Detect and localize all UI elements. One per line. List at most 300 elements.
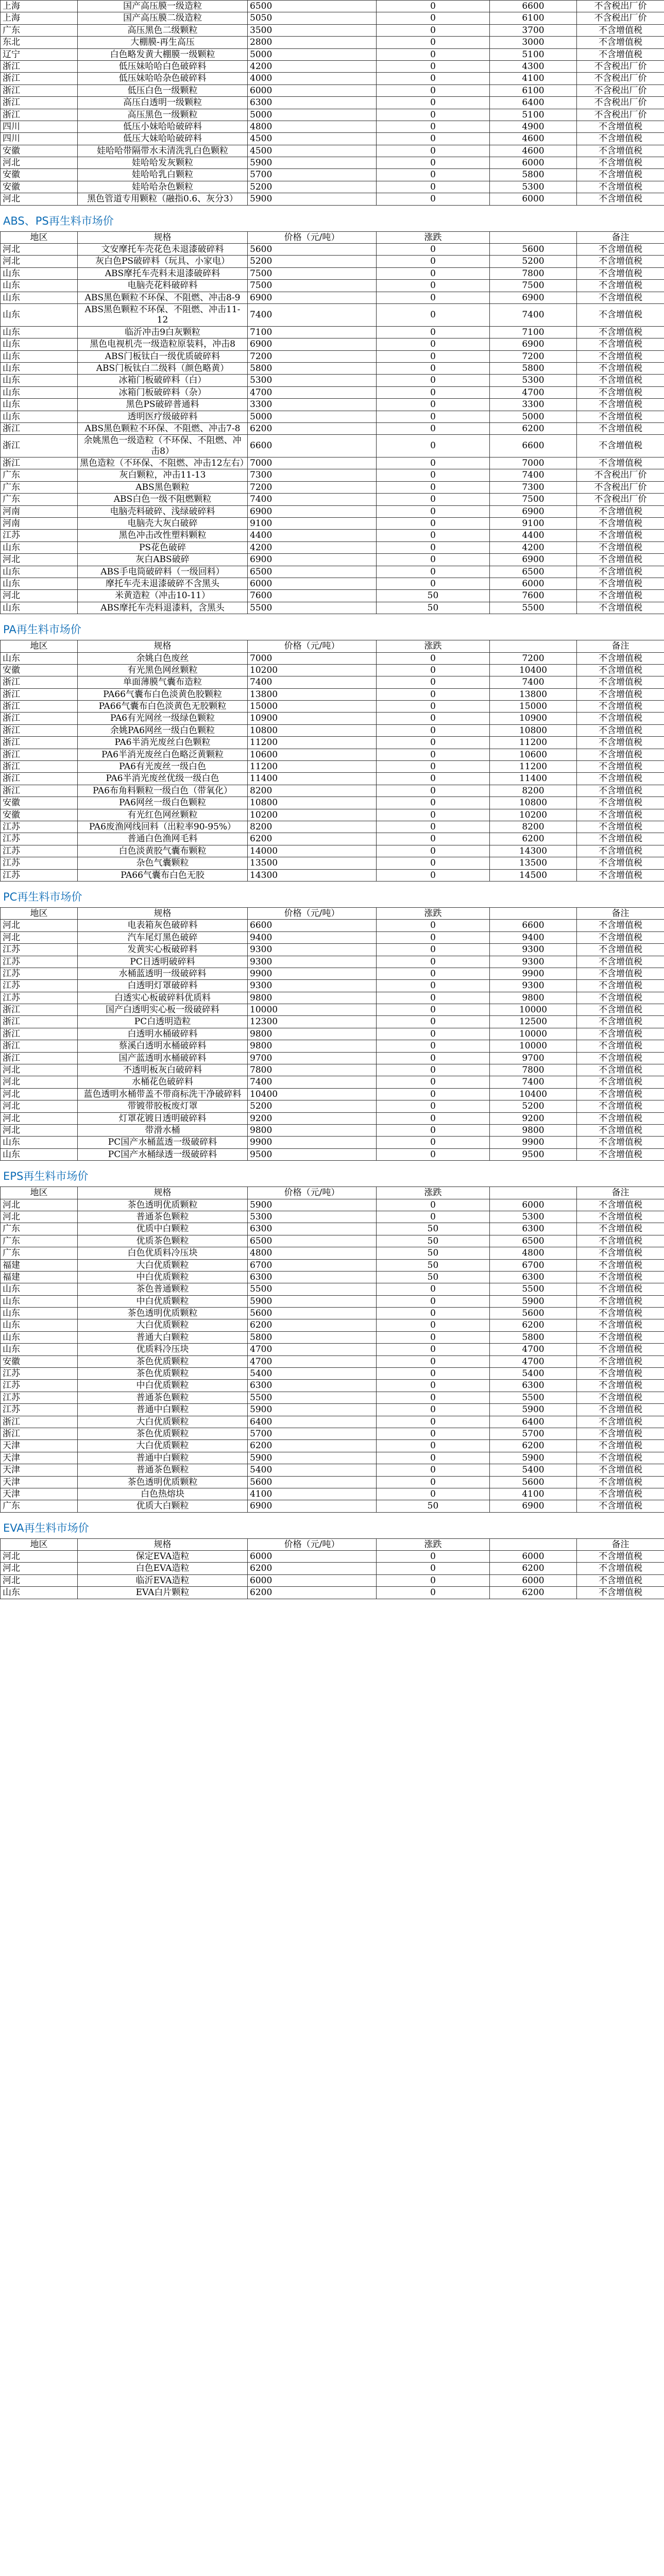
spec-cell: 带滑水桶: [78, 1124, 248, 1136]
note-cell: 不含增值税: [577, 869, 664, 881]
note-cell: 不含增值税: [577, 1040, 664, 1052]
note-cell: 不含税出厂价: [577, 60, 664, 72]
price-cell: 5200: [248, 1100, 377, 1112]
prev-price-cell: 9100: [490, 518, 577, 530]
region-cell: 浙江: [1, 60, 78, 72]
change-cell: 0: [377, 809, 490, 821]
region-cell: 山东: [1, 350, 78, 362]
prev-price-cell: 5800: [490, 1331, 577, 1343]
table-row: [1, 1235, 664, 1247]
table-header-row: [1, 1187, 664, 1199]
spec-cell: 白透明灯罩破碎料: [78, 980, 248, 992]
region-cell: 江苏: [1, 992, 78, 1004]
spec-cell: 不透明板灰白破碎料: [78, 1064, 248, 1076]
prev-price-cell: 9300: [490, 944, 577, 956]
note-cell: 不含增值税: [577, 1344, 664, 1355]
spec-cell: 茶色优质颗粒: [78, 1368, 248, 1380]
price-cell: 6700: [248, 1259, 377, 1271]
spec-cell: 白色略发黄大棚膜一级颗粒: [78, 48, 248, 60]
prev-price-cell: 5100: [490, 48, 577, 60]
prev-price-cell: 8200: [490, 785, 577, 796]
region-cell: 广东: [1, 1223, 78, 1235]
table-row: [1, 761, 664, 773]
note-cell: 不含增值税: [577, 1587, 664, 1599]
note-cell: 不含增值税: [577, 1259, 664, 1271]
note-cell: 不含增值税: [577, 1452, 664, 1464]
change-cell: 0: [377, 375, 490, 386]
prev-price-cell: 6600: [490, 435, 577, 457]
region-cell: 山东: [1, 1587, 78, 1599]
prev-price-cell: 10800: [490, 797, 577, 809]
table-row: [1, 1052, 664, 1064]
spec-cell: 大棚膜-再生高压: [78, 37, 248, 48]
change-cell: 0: [377, 968, 490, 979]
change-cell: 50: [377, 1223, 490, 1235]
region-cell: 河北: [1, 931, 78, 943]
spec-cell: PC白透明造粒: [78, 1016, 248, 1028]
change-cell: 0: [377, 1211, 490, 1223]
price-cell: 15000: [248, 701, 377, 713]
prev-price-cell: 5400: [490, 1464, 577, 1476]
table-row: [1, 1563, 664, 1574]
price-cell: 9100: [248, 518, 377, 530]
prev-price-cell: 5600: [490, 1476, 577, 1488]
table-row: [1, 1488, 664, 1500]
change-cell: 0: [377, 386, 490, 398]
price-cell: 5200: [248, 256, 377, 267]
change-cell: 0: [377, 399, 490, 411]
column-header: [490, 1538, 577, 1550]
table-header-row: [1, 231, 664, 243]
region-cell: 江苏: [1, 530, 78, 541]
spec-cell: ABS黑色颗粒: [78, 481, 248, 493]
region-cell: 江苏: [1, 821, 78, 833]
price-cell: 5400: [248, 1368, 377, 1380]
region-cell: 山东: [1, 1319, 78, 1331]
spec-cell: 普通白色渔网毛料: [78, 833, 248, 845]
spec-cell: 米黄造粒（冲击10-11）: [78, 590, 248, 602]
region-cell: 广东: [1, 481, 78, 493]
region-cell: 浙江: [1, 97, 78, 109]
column-header: 备注: [577, 640, 664, 652]
prev-price-cell: 8200: [490, 821, 577, 833]
prev-price-cell: 10400: [490, 664, 577, 676]
change-cell: 0: [377, 73, 490, 84]
table-row: [1, 133, 664, 145]
region-cell: 河北: [1, 1563, 78, 1574]
column-header: 价格（元/吨）: [248, 907, 377, 919]
table-row: [1, 411, 664, 422]
prev-price-cell: 4300: [490, 60, 577, 72]
table-row: [1, 267, 664, 279]
prev-price-cell: 5900: [490, 1295, 577, 1307]
table-row: [1, 541, 664, 553]
column-header: 地区: [1, 1538, 78, 1550]
price-cell: 4100: [248, 1488, 377, 1500]
note-cell: 不含增值税: [577, 1476, 664, 1488]
region-cell: 河北: [1, 1124, 78, 1136]
spec-cell: PA66气囊布白色无胶: [78, 869, 248, 881]
region-cell: 山东: [1, 1148, 78, 1160]
region-cell: 浙江: [1, 457, 78, 469]
region-cell: 山东: [1, 386, 78, 398]
region-cell: 河北: [1, 1574, 78, 1586]
region-cell: 山东: [1, 267, 78, 279]
region-cell: 浙江: [1, 109, 78, 121]
prev-price-cell: 7100: [490, 326, 577, 338]
change-cell: 0: [377, 1319, 490, 1331]
prev-price-cell: 6000: [490, 578, 577, 589]
note-cell: 不含增值税: [577, 399, 664, 411]
price-table: [0, 231, 664, 615]
price-cell: 5200: [248, 181, 377, 193]
price-cell: 9300: [248, 944, 377, 956]
note-cell: 不含增值税: [577, 1004, 664, 1016]
spec-cell: ABS手电筒破碎料（一级回料）: [78, 566, 248, 578]
prev-price-cell: 6400: [490, 97, 577, 109]
table-row: [1, 785, 664, 796]
prev-price-cell: 10400: [490, 1088, 577, 1100]
table-row: [1, 256, 664, 267]
change-cell: 0: [377, 338, 490, 350]
note-cell: 不含增值税: [577, 292, 664, 303]
price-cell: 7400: [248, 1076, 377, 1088]
region-cell: 浙江: [1, 1004, 78, 1016]
prev-price-cell: 5100: [490, 109, 577, 121]
region-cell: 山东: [1, 1137, 78, 1148]
table-row: [1, 1416, 664, 1428]
region-cell: 江苏: [1, 833, 78, 845]
price-cell: 10800: [248, 797, 377, 809]
price-cell: 5050: [248, 12, 377, 24]
price-cell: 6200: [248, 422, 377, 434]
note-cell: 不含增值税: [577, 1076, 664, 1088]
note-cell: 不含税出厂价: [577, 494, 664, 505]
table-row: [1, 1137, 664, 1148]
price-cell: 4800: [248, 1247, 377, 1259]
price-cell: 5600: [248, 1476, 377, 1488]
note-cell: 不含增值税: [577, 1404, 664, 1416]
table-row: [1, 713, 664, 724]
table-row: [1, 518, 664, 530]
spec-cell: 电脑壳花料破碎料: [78, 280, 248, 292]
table-row: [1, 181, 664, 193]
prev-price-cell: 9900: [490, 1137, 577, 1148]
price-cell: 6000: [248, 1551, 377, 1563]
region-cell: 安徽: [1, 664, 78, 676]
spec-cell: PC国产水桶蓝透一级破碎料: [78, 1137, 248, 1148]
spec-cell: 大白优质颗粒: [78, 1259, 248, 1271]
table-row: [1, 326, 664, 338]
price-cell: 7600: [248, 590, 377, 602]
price-cell: 7300: [248, 469, 377, 481]
spec-cell: 茶色透明优质颗粒: [78, 1199, 248, 1211]
price-cell: 14300: [248, 869, 377, 881]
price-cell: 7400: [248, 494, 377, 505]
prev-price-cell: 7400: [490, 469, 577, 481]
note-cell: 不含增值税: [577, 857, 664, 869]
column-header: 地区: [1, 907, 78, 919]
note-cell: 不含税出厂价: [577, 97, 664, 109]
change-cell: 0: [377, 145, 490, 157]
change-cell: 0: [377, 724, 490, 736]
price-table: [0, 907, 664, 1161]
table-row: [1, 1295, 664, 1307]
region-cell: 福建: [1, 1259, 78, 1271]
change-cell: 0: [377, 773, 490, 785]
prev-price-cell: 5700: [490, 1428, 577, 1439]
note-cell: 不含增值税: [577, 1428, 664, 1439]
column-header: 价格（元/吨）: [248, 640, 377, 652]
spec-cell: 茶色优质颗粒: [78, 1428, 248, 1439]
spec-cell: 大白优质颗粒: [78, 1440, 248, 1452]
prev-price-cell: 14300: [490, 845, 577, 857]
change-cell: 0: [377, 1137, 490, 1148]
region-cell: 山东: [1, 652, 78, 664]
prev-price-cell: 6200: [490, 1319, 577, 1331]
note-cell: 不含增值税: [577, 1464, 664, 1476]
price-cell: 10600: [248, 749, 377, 760]
region-cell: 四川: [1, 133, 78, 145]
prev-price-cell: 6500: [490, 1235, 577, 1247]
table-row: [1, 956, 664, 968]
spec-cell: 中白优质颗粒: [78, 1380, 248, 1392]
price-cell: 6000: [248, 578, 377, 589]
spec-cell: 茶色优质颗粒: [78, 1355, 248, 1367]
table-row: [1, 457, 664, 469]
region-cell: 浙江: [1, 701, 78, 713]
prev-price-cell: 6600: [490, 1, 577, 12]
table-row: [1, 303, 664, 326]
prev-price-cell: 4100: [490, 1488, 577, 1500]
spec-cell: 茶色透明优质颗粒: [78, 1476, 248, 1488]
change-cell: 0: [377, 1368, 490, 1380]
price-cell: 7200: [248, 481, 377, 493]
price-cell: 5500: [248, 602, 377, 614]
price-cell: 5700: [248, 169, 377, 181]
spec-cell: PA6半消光废丝白色略泛黄颗粒: [78, 749, 248, 760]
spec-cell: 国产蓝透明水桶破碎料: [78, 1052, 248, 1064]
price-cell: 6500: [248, 566, 377, 578]
spec-cell: 娃哈哈发灰颗粒: [78, 157, 248, 169]
prev-price-cell: 6900: [490, 1500, 577, 1512]
region-cell: 安徽: [1, 797, 78, 809]
prev-price-cell: 7800: [490, 1064, 577, 1076]
price-cell: 6900: [248, 1500, 377, 1512]
price-cell: 12300: [248, 1016, 377, 1028]
note-cell: 不含增值税: [577, 386, 664, 398]
prev-price-cell: 3000: [490, 37, 577, 48]
change-cell: 0: [377, 1040, 490, 1052]
note-cell: 不含增值税: [577, 37, 664, 48]
change-cell: 0: [377, 505, 490, 517]
table-row: [1, 857, 664, 869]
table-row: [1, 931, 664, 943]
table-row: [1, 1452, 664, 1464]
note-cell: 不含增值税: [577, 1028, 664, 1040]
price-cell: 5900: [248, 1295, 377, 1307]
spec-cell: 电脑壳料破碎、浅绿破碎料: [78, 505, 248, 517]
prev-price-cell: 7600: [490, 590, 577, 602]
region-cell: 广东: [1, 494, 78, 505]
region-cell: 浙江: [1, 1040, 78, 1052]
change-cell: 0: [377, 267, 490, 279]
change-cell: 0: [377, 1004, 490, 1016]
price-cell: 5500: [248, 1392, 377, 1403]
table-row: [1, 1223, 664, 1235]
change-cell: 0: [377, 518, 490, 530]
change-cell: 0: [377, 1088, 490, 1100]
table-row: [1, 121, 664, 132]
change-cell: 0: [377, 84, 490, 96]
change-cell: 0: [377, 303, 490, 326]
price-cell: 9700: [248, 1052, 377, 1064]
table-row: [1, 1004, 664, 1016]
table-row: [1, 944, 664, 956]
market-section: [0, 1513, 664, 1599]
region-cell: 河北: [1, 244, 78, 256]
price-cell: 9900: [248, 1137, 377, 1148]
price-cell: 9900: [248, 968, 377, 979]
note-cell: 不含增值税: [577, 980, 664, 992]
prev-price-cell: 5900: [490, 1452, 577, 1464]
change-cell: 0: [377, 530, 490, 541]
table-row: [1, 37, 664, 48]
region-cell: 广东: [1, 24, 78, 36]
note-cell: 不含增值税: [577, 1124, 664, 1136]
prev-price-cell: 3700: [490, 24, 577, 36]
spec-cell: 蓝色透明水桶带盖不带商标洗干净破碎料: [78, 1088, 248, 1100]
note-cell: 不含增值税: [577, 362, 664, 374]
prev-price-cell: 9200: [490, 1112, 577, 1124]
table-row: [1, 1271, 664, 1283]
region-cell: 天津: [1, 1440, 78, 1452]
spec-cell: 文安摩托车壳花色未退漆破碎料: [78, 244, 248, 256]
table-row: [1, 809, 664, 821]
price-cell: 10200: [248, 664, 377, 676]
prev-price-cell: 4400: [490, 530, 577, 541]
table-row: [1, 60, 664, 72]
price-cell: 5900: [248, 1199, 377, 1211]
region-cell: 江苏: [1, 845, 78, 857]
note-cell: 不含增值税: [577, 145, 664, 157]
price-table: [0, 1187, 664, 1513]
prev-price-cell: 5200: [490, 1100, 577, 1112]
region-cell: 广东: [1, 1500, 78, 1512]
price-cell: 9800: [248, 1124, 377, 1136]
table-row: [1, 578, 664, 589]
prev-price-cell: 7200: [490, 350, 577, 362]
region-cell: 河北: [1, 256, 78, 267]
change-cell: 0: [377, 280, 490, 292]
spec-cell: 水桶蓝透明一级破碎料: [78, 968, 248, 979]
prev-price-cell: 6000: [490, 1199, 577, 1211]
price-cell: 4400: [248, 530, 377, 541]
note-cell: 不含增值税: [577, 737, 664, 749]
change-cell: 0: [377, 292, 490, 303]
spec-cell: 黑色PS破碎普通料: [78, 399, 248, 411]
spec-cell: 普通中白颗粒: [78, 1404, 248, 1416]
price-cell: 11200: [248, 737, 377, 749]
change-cell: 0: [377, 326, 490, 338]
table-row: [1, 1551, 664, 1563]
price-cell: 5400: [248, 1464, 377, 1476]
spec-cell: PS花色破碎: [78, 541, 248, 553]
table-row: [1, 1464, 664, 1476]
note-cell: 不含增值税: [577, 931, 664, 943]
change-cell: 0: [377, 931, 490, 943]
region-cell: 河北: [1, 193, 78, 205]
region-cell: 河南: [1, 505, 78, 517]
note-cell: 不含增值税: [577, 1223, 664, 1235]
change-cell: 0: [377, 1199, 490, 1211]
prev-price-cell: 9700: [490, 1052, 577, 1064]
change-cell: 0: [377, 244, 490, 256]
note-cell: 不含增值税: [577, 1100, 664, 1112]
region-cell: 福建: [1, 1271, 78, 1283]
region-cell: 河北: [1, 157, 78, 169]
change-cell: 0: [377, 992, 490, 1004]
region-cell: 河南: [1, 518, 78, 530]
region-cell: 浙江: [1, 422, 78, 434]
spec-cell: ABS白色一级不阻燃颗粒: [78, 494, 248, 505]
prev-price-cell: 5300: [490, 375, 577, 386]
note-cell: 不含增值税: [577, 664, 664, 676]
change-cell: 50: [377, 602, 490, 614]
price-cell: 7800: [248, 1064, 377, 1076]
spec-cell: 高压白透明一级颗粒: [78, 97, 248, 109]
region-cell: 江苏: [1, 956, 78, 968]
prev-price-cell: 13800: [490, 688, 577, 700]
price-table: [0, 0, 664, 206]
spec-cell: 中白优质颗粒: [78, 1271, 248, 1283]
prev-price-cell: 10000: [490, 1028, 577, 1040]
change-cell: 0: [377, 157, 490, 169]
table-row: [1, 481, 664, 493]
table-row: [1, 701, 664, 713]
note-cell: 不含增值税: [577, 193, 664, 205]
table-row: [1, 494, 664, 505]
prev-price-cell: 6600: [490, 920, 577, 931]
prev-price-cell: 14500: [490, 869, 577, 881]
price-cell: 9800: [248, 1040, 377, 1052]
prev-price-cell: 6100: [490, 12, 577, 24]
column-header: [490, 231, 577, 243]
spec-cell: 普通茶色颗粒: [78, 1211, 248, 1223]
table-row: [1, 1259, 664, 1271]
price-cell: 7400: [248, 303, 377, 326]
note-cell: 不含增值税: [577, 1112, 664, 1124]
change-cell: 50: [377, 590, 490, 602]
region-cell: 山东: [1, 375, 78, 386]
table-row: [1, 386, 664, 398]
table-row: [1, 12, 664, 24]
prev-price-cell: 5200: [490, 256, 577, 267]
spec-cell: 灰白色PS破碎料（玩具、小家电）: [78, 256, 248, 267]
price-cell: 11400: [248, 773, 377, 785]
price-cell: 10400: [248, 1088, 377, 1100]
market-section: [0, 882, 664, 1161]
price-cell: 10900: [248, 713, 377, 724]
note-cell: 不含增值税: [577, 968, 664, 979]
note-cell: 不含增值税: [577, 1368, 664, 1380]
spec-cell: 大白优质颗粒: [78, 1319, 248, 1331]
column-header: [490, 907, 577, 919]
spec-cell: 透明医疗级破碎料: [78, 411, 248, 422]
price-cell: 9300: [248, 980, 377, 992]
change-cell: 0: [377, 469, 490, 481]
region-cell: 四川: [1, 121, 78, 132]
